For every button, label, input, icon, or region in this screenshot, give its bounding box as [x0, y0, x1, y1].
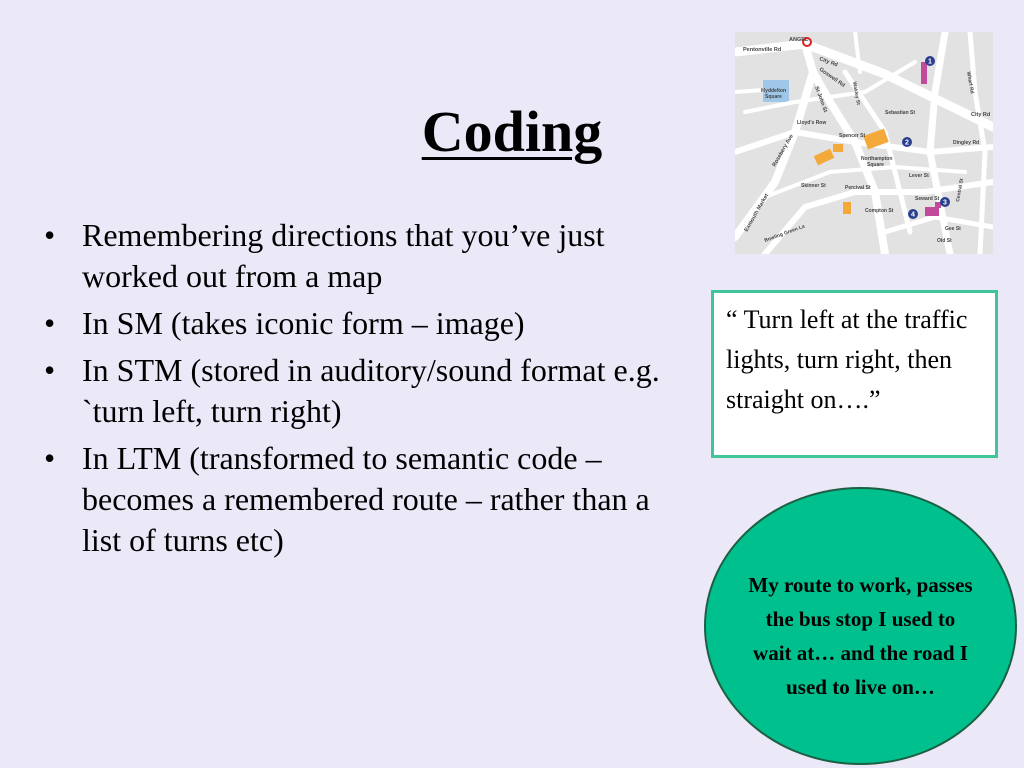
bullet-text: Remembering directions that you’ve just worked out from a map	[82, 217, 605, 294]
quote-text: “ Turn left at the traffic lights, turn right, then straight on….”	[726, 305, 968, 414]
bullet-glyph: •	[44, 440, 56, 476]
label-compton: Compton St	[865, 208, 894, 214]
marker-1: 1	[928, 58, 932, 66]
bullet-text: In SM (takes iconic form – image)	[82, 305, 525, 341]
street-map-graphic	[735, 32, 993, 254]
label-lloyd: Lloyd's Row	[797, 120, 827, 126]
bubble-text: My route to work, passes the bus stop I used to wait at… and the road I used to live on…	[748, 573, 973, 699]
label-st-john: St John St	[813, 85, 829, 114]
label-square: Square	[765, 94, 782, 100]
label-gee: Gee St	[945, 226, 961, 232]
label-northampton-square: Square	[867, 162, 884, 168]
bullet-glyph: •	[44, 305, 56, 341]
label-lever: Lever St	[909, 173, 929, 179]
label-city-rd: City Rd	[818, 56, 839, 69]
label-pentonville: Pentonville Rd	[743, 47, 782, 53]
bullet-glyph: •	[44, 352, 56, 388]
bullet-text: In LTM (transformed to semantic code – becomes a remembered route – rather than a list of turns etc)	[82, 440, 650, 558]
marker-4: 4	[911, 211, 915, 219]
label-percival: Percival St	[845, 185, 871, 191]
label-sebastian: Sebastian St	[885, 110, 916, 116]
label-goswell: Goswell Rd	[817, 66, 846, 89]
bullet-item	[42, 303, 682, 344]
label-wakley: Wakley St	[851, 81, 862, 106]
label-central: Central St	[955, 178, 966, 203]
bullet-list	[42, 215, 682, 567]
label-angel: ANGEL	[789, 37, 809, 43]
label-myddelton: Myddelton	[761, 88, 786, 94]
bullet-item	[42, 350, 682, 432]
bullet-text: In STM (stored in auditory/sound format e.g. `turn left, turn right)	[82, 352, 660, 429]
label-bowling: Bowling Green La	[763, 223, 806, 244]
marker-3: 3	[943, 199, 947, 207]
street-map	[735, 32, 993, 254]
bullet-glyph: •	[44, 217, 56, 253]
label-wharf: Wharf Rd	[965, 71, 975, 95]
label-dingley: Dingley Rd	[953, 140, 980, 146]
label-city-rd-2: City Rd	[971, 112, 991, 118]
marker-2: 2	[905, 139, 909, 147]
bullet-item	[42, 215, 682, 297]
label-skinner: Skinner St	[801, 183, 826, 189]
label-exmouth: Exmouth Market	[743, 192, 771, 233]
label-spencer: Spencer St	[839, 133, 866, 139]
speech-bubble	[704, 487, 1017, 765]
bullet-item	[42, 438, 682, 561]
quote-box	[711, 290, 998, 458]
label-seward: Seward St	[915, 196, 940, 202]
slide-title: Coding	[421, 99, 603, 164]
label-old-st: Old St	[937, 238, 952, 244]
label-northampton: Northampton	[861, 156, 893, 162]
label-rosebery: Rosebery Ave	[771, 133, 795, 168]
